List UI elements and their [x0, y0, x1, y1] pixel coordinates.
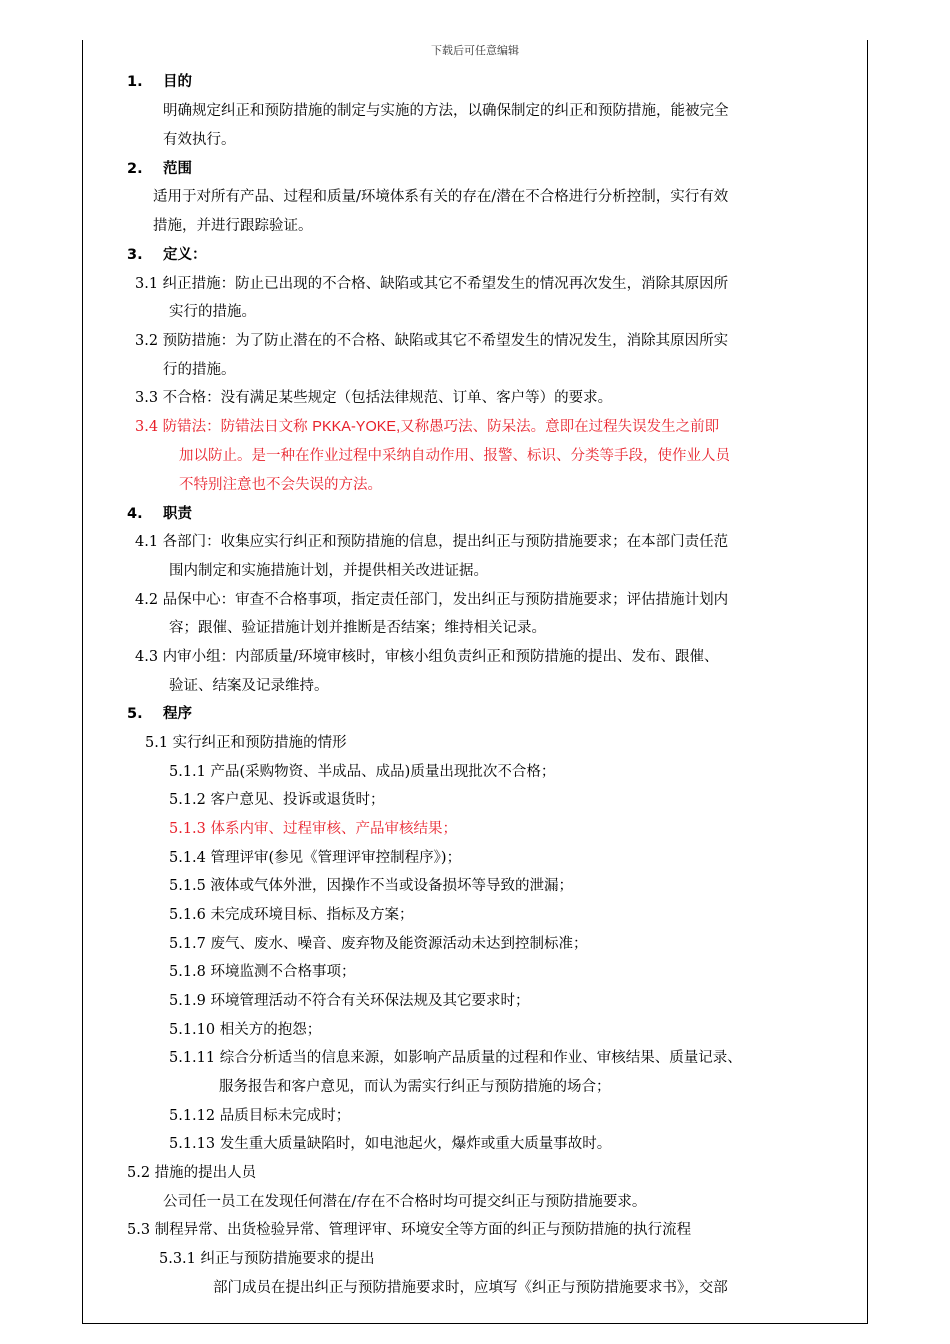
list-item: 5.1.6 未完成环境目标、指标及方案；: [169, 907, 414, 923]
definition-3-1-cont: 实行的措施。: [169, 304, 256, 320]
definition-3-4: [135, 417, 719, 437]
subsection-5-3: 5.3 制程异常、出货检验异常、管理评审、环境安全等方面的纠正与预防措施的执行流程: [127, 1222, 692, 1238]
subsection-5-2: 5.2 措施的提出人员: [127, 1165, 257, 1181]
paragraph: 公司任一员工在发现任何潜在/存在不合格时均可提交纠正与预防措施要求。: [163, 1194, 647, 1210]
list-item: 5.1.9 环境管理活动不符合有关环保法规及其它要求时；: [169, 993, 530, 1009]
responsibility-4-3-cont: 验证、结案及记录维持。: [169, 678, 329, 694]
section-5-heading: [127, 704, 192, 724]
list-item: 5.1.12 品质目标未完成时；: [169, 1108, 351, 1124]
list-item-cont: 服务报告和客户意见，而认为需实行纠正与预防措施的场合；: [219, 1079, 611, 1095]
section-number: 4.: [127, 506, 143, 522]
list-item: 5.1.10 相关方的抱怨；: [169, 1022, 322, 1038]
definition-3-4-lead: 3.4 防错法：防错法日文称: [135, 419, 313, 435]
definition-3-2-cont: 行的措施。: [163, 362, 236, 378]
section-title: 职责: [163, 506, 192, 522]
list-item: 5.1.13 发生重大质量缺陷时，如电池起火，爆炸或重大质量事故时。: [169, 1136, 612, 1152]
section-title: 定义：: [163, 247, 207, 263]
list-item: 5.1.5 液体或气体外泄，因操作不当或设备损坏等导致的泄漏；: [169, 878, 574, 894]
definition-3-4-rest: 又称愚巧法、防呆法。意即在过程失误发生之前即: [400, 419, 720, 435]
section-number: 5.: [127, 706, 143, 722]
definition-3-2: 3.2 预防措施：为了防止潜在的不合格、缺陷或其它不希望发生的情况发生，消除其原因所实: [135, 333, 729, 349]
section-4-heading: [127, 504, 192, 524]
section-title: 范围: [163, 161, 192, 177]
responsibility-4-2: 4.2 品保中心：审查不合格事项，指定责任部门，发出纠正与预防措施要求；评估措施计划内: [135, 592, 729, 608]
section-number: 1.: [127, 74, 143, 90]
list-item: 5.1.1 产品(采购物资、半成品、成品)质量出现批次不合格；: [169, 764, 556, 780]
paragraph: 适用于对所有产品、过程和质量/环境体系有关的存在/潜在不合格进行分析控制，实行有效: [153, 189, 729, 205]
responsibility-4-3: 4.3 内审小组：内部质量/环境审核时，审核小组负责纠正和预防措施的提出、发布、跟催、: [135, 649, 719, 665]
list-item: 5.1.2 客户意见、投诉或退货时；: [169, 792, 385, 808]
definition-3-4-cont: 加以防止。是一种在作业过程中采纳自动作用、报警、标识、分类等手段，使作业人员: [179, 448, 730, 464]
section-number: 3.: [127, 247, 143, 263]
responsibility-4-1: 4.1 各部门：收集应实行纠正和预防措施的信息，提出纠正与预防措施要求；在本部门责任范: [135, 534, 729, 550]
section-title: 程序: [163, 706, 192, 722]
section-title: 目的: [163, 74, 192, 90]
paragraph: 有效执行。: [163, 132, 236, 148]
responsibility-4-2-cont: 容；跟催、验证措施计划并推断是否结案；维持相关记录。: [169, 620, 546, 636]
section-1-heading: [127, 72, 192, 92]
list-item: 5.1.7 废气、废水、噪音、废弃物及能资源活动未达到控制标准；: [169, 936, 588, 952]
definition-3-1: 3.1 纠正措施：防止已出现的不合格、缺陷或其它不希望发生的情况再次发生，消除其原因所: [135, 276, 729, 292]
list-item: 5.1.8 环境监测不合格事项；: [169, 964, 356, 980]
list-item: 5.1.4 管理评审(参见《管理评审控制程序》)；: [169, 850, 462, 866]
list-item: 5.1.11 综合分析适当的信息来源，如影响产品质量的过程和作业、审核结果、质量记录、: [169, 1050, 742, 1066]
list-item: 5.1.3 体系内审、过程审核、产品审核结果；: [169, 821, 458, 837]
definition-3-3: 3.3 不合格：没有满足某些规定（包括法律规范、订单、客户等）的要求。: [135, 390, 613, 406]
definition-3-4-term: PKKA-YOKE,: [312, 419, 401, 435]
definition-3-4-cont: 不特别注意也不会失误的方法。: [179, 477, 382, 493]
paragraph: 措施，并进行跟踪验证。: [153, 218, 313, 234]
section-2-heading: [127, 159, 192, 179]
section-3-heading: [127, 245, 207, 265]
section-number: 2.: [127, 161, 143, 177]
paragraph: 部门成员在提出纠正与预防措施要求时，应填写《纠正与预防措施要求书》，交部: [213, 1280, 728, 1296]
subsection-5-1: 5.1 实行纠正和预防措施的情形: [145, 735, 347, 751]
page-header: 下载后可任意编辑: [431, 44, 519, 57]
responsibility-4-1-cont: 围内制定和实施措施计划，并提供相关改进证据。: [169, 563, 488, 579]
paragraph: 明确规定纠正和预防措施的制定与实施的方法，以确保制定的纠正和预防措施，能被完全: [163, 103, 729, 119]
subsection-5-3-1: 5.3.1 纠正与预防措施要求的提出: [159, 1251, 375, 1267]
